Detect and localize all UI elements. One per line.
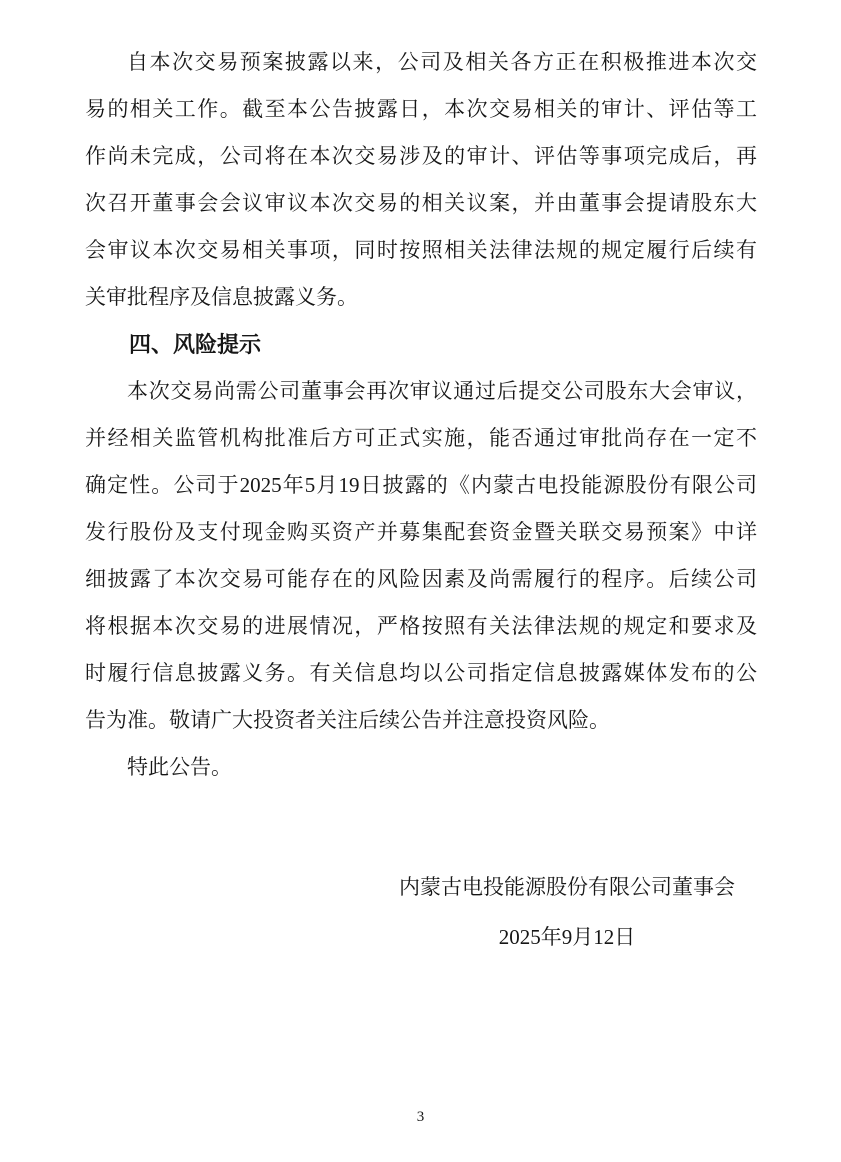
- paragraph2-line-3: 确定性。公司于2025年5月19日披露的《内蒙古电投能源股份有限公司: [85, 473, 757, 497]
- paragraph2-line-8: 告为准。敬请广大投资者关注后续公告并注意投资风险。: [85, 708, 610, 732]
- paragraph1-line-5: 会审议本次交易相关事项，同时按照相关法律法规的规定履行后续有: [85, 238, 757, 262]
- paragraph1-line-1: 自本次交易预案披露以来，公司及相关各方正在积极推进本次交: [127, 50, 757, 74]
- section-heading-risk-notice: 四、风险提示: [129, 332, 262, 357]
- closing-statement: 特此公告。: [127, 755, 232, 779]
- paragraph1-line-2: 易的相关工作。截至本公告披露日，本次交易相关的审计、评估等工: [85, 97, 757, 121]
- paragraph2-line-6: 将根据本次交易的进展情况，严格按照有关法律法规的规定和要求及: [85, 614, 757, 638]
- paragraph2-line-7: 时履行信息披露义务。有关信息均以公司指定信息披露媒体发布的公: [85, 661, 757, 685]
- page-number: 3: [416, 1109, 425, 1125]
- paragraph1-line-4: 次召开董事会会议审议本次交易的相关议案，并由董事会提请股东大: [85, 191, 757, 215]
- paragraph2-line-1: 本次交易尚需公司董事会再次审议通过后提交公司股东大会审议，: [127, 379, 757, 403]
- signature-block: [399, 872, 735, 952]
- paragraph1-line-6: 关审批程序及信息披露义务。: [85, 285, 358, 309]
- signatory-board: 内蒙古电投能源股份有限公司董事会: [399, 875, 735, 899]
- paragraph2-line-4: 发行股份及支付现金购买资产并募集配套资金暨关联交易预案》中详: [85, 520, 757, 544]
- paragraph2-line-2: 并经相关监管机构批准后方可正式实施，能否通过审批尚存在一定不: [85, 426, 757, 450]
- paragraph1-line-3: 作尚未完成，公司将在本次交易涉及的审计、评估等事项完成后，再: [85, 144, 757, 168]
- signature-date: 2025年9月12日: [498, 925, 636, 949]
- document-body: [85, 39, 757, 791]
- paragraph2-line-5: 细披露了本次交易可能存在的风险因素及尚需履行的程序。后续公司: [85, 567, 757, 591]
